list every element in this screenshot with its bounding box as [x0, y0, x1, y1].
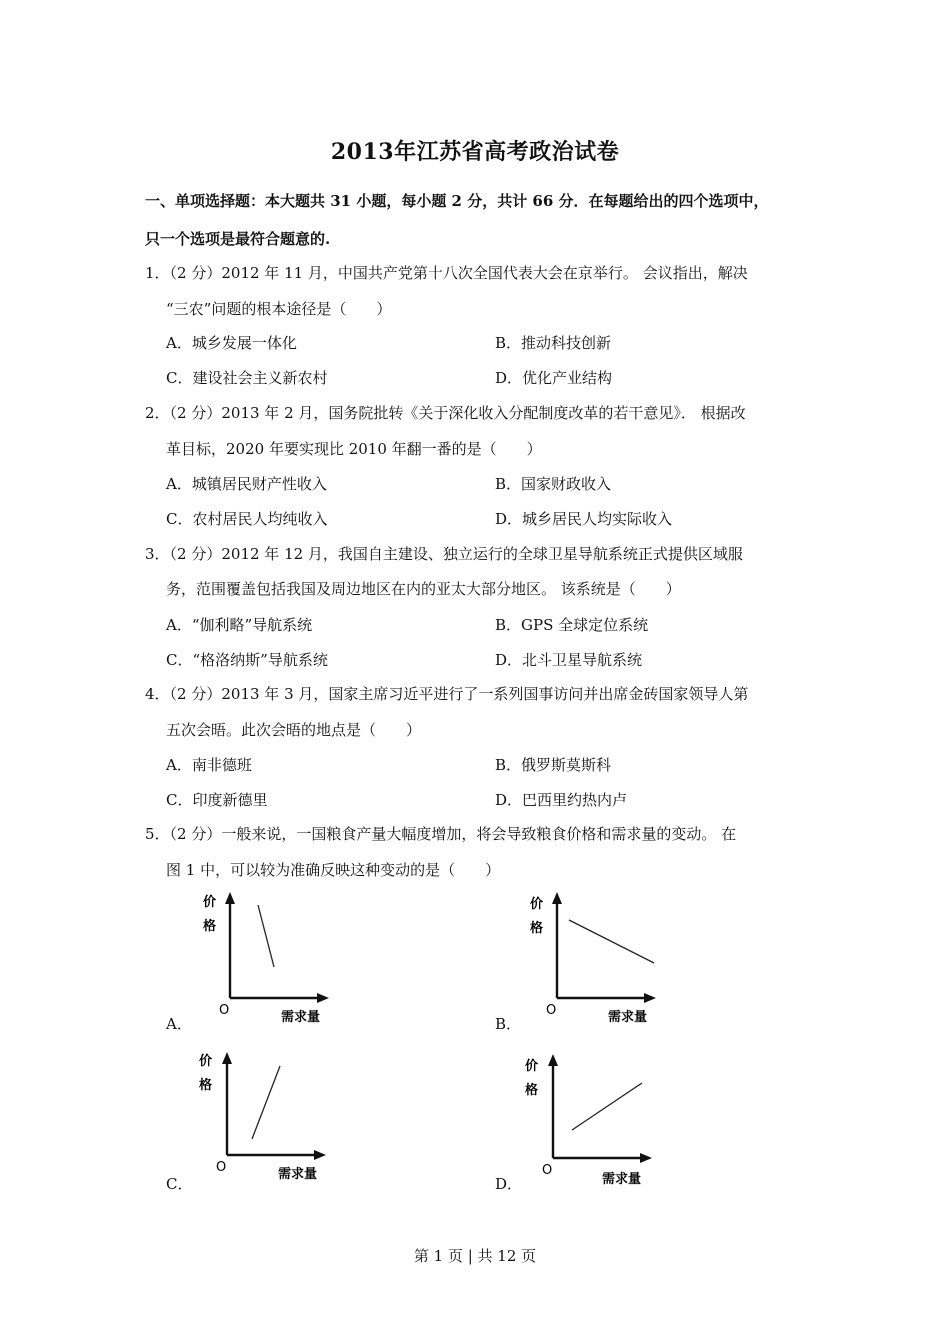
graph-a-ylabel-2: 格	[203, 919, 217, 934]
question-3-option-a[interactable]: A．“伽利略”导航系统	[166, 616, 313, 634]
page-footer: 第 1 页 | 共 12 页	[413, 1247, 537, 1265]
question-4-stem: 4．（2 分）2013 年 3 月，国家主席习近平进行了一系列国事访问并出席金砖国家领导人第	[145, 685, 749, 703]
question-2-option-b[interactable]: B．国家财政收入	[495, 475, 612, 493]
question-5-option-b[interactable]: B．	[495, 1015, 522, 1033]
section-heading-line1: 一、单项选择题：本大题共 31 小题，每小题 2 分，共计 66 分．在每题给出的四个选项中，	[145, 192, 769, 210]
graph-c-demand-line	[252, 1066, 280, 1139]
graph-d[interactable]	[519, 1050, 669, 1194]
question-2-option-d[interactable]: D．城乡居民人均实际收入	[495, 510, 673, 528]
question-2-stem-cont: 革目标，2020 年要实现比 2010 年翻一番的是（ ）	[166, 440, 542, 458]
question-4-option-b[interactable]: B．俄罗斯莫斯科	[495, 756, 612, 774]
question-3-stem: 3．（2 分）2012 年 12 月，我国自主建设、独立运行的全球卫星导航系统正式提供区域服	[145, 545, 743, 563]
graph-d-ylabel-2: 格	[525, 1083, 539, 1098]
section-heading-line2: 只一个选项是最符合题意的.	[145, 230, 331, 248]
page-title: 2013年江苏省高考政治试卷	[330, 139, 620, 165]
question-2-stem: 2．（2 分）2013 年 2 月，国务院批转《关于深化收入分配制度改革的若干意见》． 根据改	[145, 404, 746, 422]
graph-d-xlabel: 需求量	[602, 1172, 642, 1187]
question-4-stem-cont: 五次会晤。此次会晤的地点是（ ）	[166, 721, 422, 739]
graph-d-origin: O	[542, 1163, 553, 1178]
question-5-option-d[interactable]: D．	[495, 1175, 523, 1193]
graph-c-ylabel-2: 格	[199, 1078, 213, 1093]
graph-b-origin: O	[546, 1003, 557, 1018]
graph-b-demand-line	[569, 920, 654, 963]
question-3-option-d[interactable]: D．北斗卫星导航系统	[495, 651, 643, 669]
question-2-option-c[interactable]: C．农村居民人均纯收入	[166, 510, 328, 528]
question-5-stem-cont: 图 1 中，可以较为准确反映这种变动的是（ ）	[166, 861, 501, 879]
question-1-option-d[interactable]: D．优化产业结构	[495, 369, 613, 387]
graph-b[interactable]	[522, 890, 672, 1034]
graph-c[interactable]	[195, 1050, 345, 1194]
question-4-option-a[interactable]: A．南非德班	[166, 756, 252, 774]
question-1-stem-cont: “三农”问题的根本途径是（ ）	[166, 300, 392, 318]
question-3-option-c[interactable]: C．“格洛纳斯”导航系统	[166, 651, 328, 669]
question-3-option-b[interactable]: B．GPS 全球定位系统	[495, 616, 649, 634]
graph-b-ylabel-1: 价	[530, 897, 544, 912]
graph-c-origin: O	[216, 1160, 227, 1175]
graph-d-demand-line	[572, 1083, 642, 1130]
graph-c-ylabel-1: 价	[199, 1054, 213, 1069]
graph-a-demand-line	[258, 905, 274, 967]
question-4-option-d[interactable]: D．巴西里约热内卢	[495, 791, 628, 809]
question-1-stem: 1．（2 分）2012 年 11 月，中国共产党第十八次全国代表大会在京举行。 会议指出，解决	[145, 264, 748, 282]
question-4-option-c[interactable]: C．印度新德里	[166, 791, 268, 809]
question-2-option-a[interactable]: A．城镇居民财产性收入	[166, 475, 327, 493]
graph-a-origin: O	[219, 1003, 230, 1018]
graph-c-xlabel: 需求量	[278, 1167, 318, 1182]
question-3-stem-cont: 务，范围覆盖包括我国及周边地区在内的亚太大部分地区。 该系统是（ ）	[166, 580, 681, 598]
question-1-option-c[interactable]: C．建设社会主义新农村	[166, 369, 328, 387]
graph-a-ylabel-1: 价	[203, 895, 217, 910]
graph-b-xlabel: 需求量	[608, 1010, 648, 1025]
graph-b-ylabel-2: 格	[530, 921, 544, 936]
question-1-option-b[interactable]: B．推动科技创新	[495, 334, 612, 352]
question-5-stem: 5．（2 分）一般来说，一国粮食产量大幅度增加，将会导致粮食价格和需求量的变动。 在	[145, 825, 737, 843]
question-5-option-c[interactable]: C．	[166, 1175, 193, 1193]
question-5-option-a[interactable]: A．	[166, 1015, 192, 1033]
graph-d-ylabel-1: 价	[525, 1059, 539, 1074]
graph-a[interactable]	[195, 890, 345, 1034]
graph-a-xlabel: 需求量	[281, 1010, 321, 1025]
question-1-option-a[interactable]: A．城乡发展一体化	[166, 334, 297, 352]
